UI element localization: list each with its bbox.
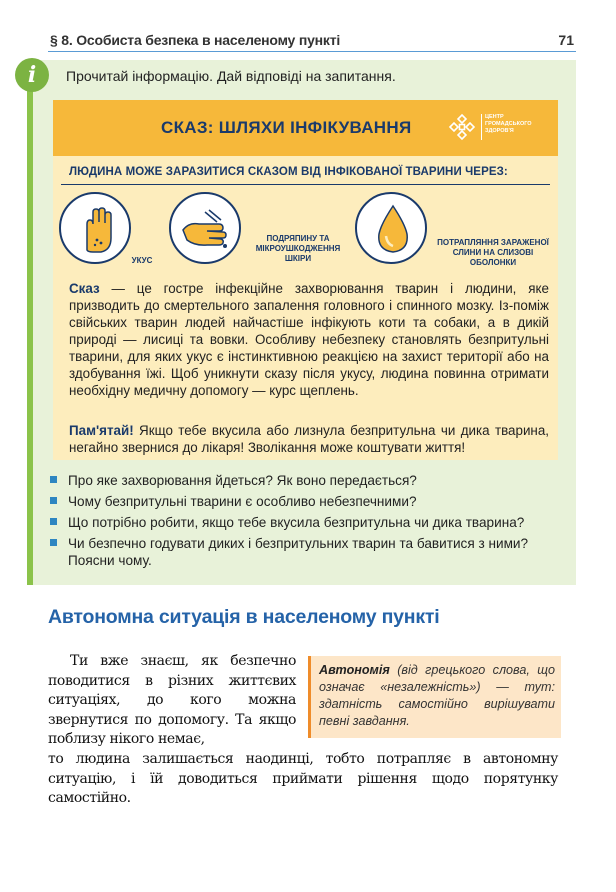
definition-text: (від грецького слова, що означає «незалежність») — тут: здатність самостійно вирішувати певні завдання.: [319, 663, 555, 728]
poster-body: [69, 280, 549, 399]
body-paragraph-start: Ти вже знаєш, як безпечно поводитися в різних життєвих ситуаціях, до кого можна звернутися по допомогу. Та якщо поблизу нікого немає,: [48, 653, 296, 747]
list-item: Чому безпритульні тварини є особливо небезпечними?: [48, 493, 568, 510]
bullet-icon: [50, 539, 57, 546]
poster-title: СКАЗ: ШЛЯХИ ІНФІКУВАННЯ: [161, 118, 412, 137]
logo-text: ЦЕНТР ГРОМАДСЬКОГО ЗДОРОВ'Я: [485, 114, 532, 134]
definition-box: [308, 656, 561, 738]
subtitle-divider: [61, 184, 550, 185]
public-health-logo-icon: [447, 112, 477, 142]
section-heading: Автономна ситуація в населеному пункті: [48, 606, 440, 628]
route-label-bite: УКУС: [131, 256, 153, 265]
header-title: § 8. Особиста безпека в населеному пункті: [50, 32, 341, 48]
route-label-saliva: ПОТРАПЛЯННЯ ЗАРАЖЕНОЇ СЛИНИ НА СЛИЗОВІ ОБОЛОНКИ: [437, 238, 549, 267]
list-item: Чи безпечно годувати диких і безпритульних тварин та бавитися з ними? Поясни чому.: [48, 535, 568, 569]
list-item: Що потрібно робити, якщо тебе вкусила безпритульна чи дика тварина?: [48, 514, 568, 531]
hand-bite-icon: [59, 192, 131, 264]
intro-text: Прочитай інформацію. Дай відповіді на запитання.: [66, 68, 396, 84]
bullet-icon: [50, 497, 57, 504]
poster-subtitle: ЛЮДИНА МОЖЕ ЗАРАЗИТИСЯ СКАЗОМ ВІД ІНФІКОВАНОЇ ТВАРИНИ ЧЕРЕЗ:: [69, 166, 508, 178]
route-label-scratch: ПОДРЯПИНУ ТА МІКРОУШКОДЖЕННЯ ШКІРИ: [255, 234, 341, 263]
rabies-description: — це гостре інфекційне захворювання тварин і людини, яке призводить до смертельного запалення головного і спинного мозку. Із-поміж свійських тварин людей найчастіше інфікують коти та собаки, а в дикій природі — лисиці та вовки. Особливу небезпеку становлять безпритульні тварини, для яких укус є інстинктивною реакцією на захист території або на здобування їжі. Щоб уникнути сказу після укусу, людина повинна отримати необхідну медичну допомогу — курс щеплень.: [69, 281, 549, 398]
info-icon: i: [15, 58, 49, 92]
logo-divider: [481, 114, 482, 140]
list-item: Про яке захворювання йдеться? Як воно передається?: [48, 472, 568, 489]
rabies-poster: [53, 100, 558, 460]
body-paragraph-end: то людина залишається наодинці, тобто потрапляє в автономну ситуацію, і їй доводиться приймати рішення щодо порятунку самостійно.: [48, 751, 558, 806]
note-term: Пам'ятай!: [69, 423, 134, 438]
bullet-icon: [50, 476, 57, 483]
definition-term: Автономія: [319, 663, 390, 677]
poster-banner: [53, 100, 558, 156]
hand-scratch-icon: [169, 192, 241, 264]
page-header: [48, 30, 576, 52]
question-list: [48, 472, 568, 573]
saliva-drop-icon: [355, 192, 427, 264]
page-number: 71: [558, 32, 574, 48]
bullet-icon: [50, 518, 57, 525]
term-rabies: Сказ: [69, 281, 100, 296]
poster-note: [69, 422, 549, 456]
note-text: Якщо тебе вкусила або лизнула безпритульна чи дика тварина, негайно звернися до лікаря! Зволікання може коштувати життя!: [69, 423, 549, 455]
